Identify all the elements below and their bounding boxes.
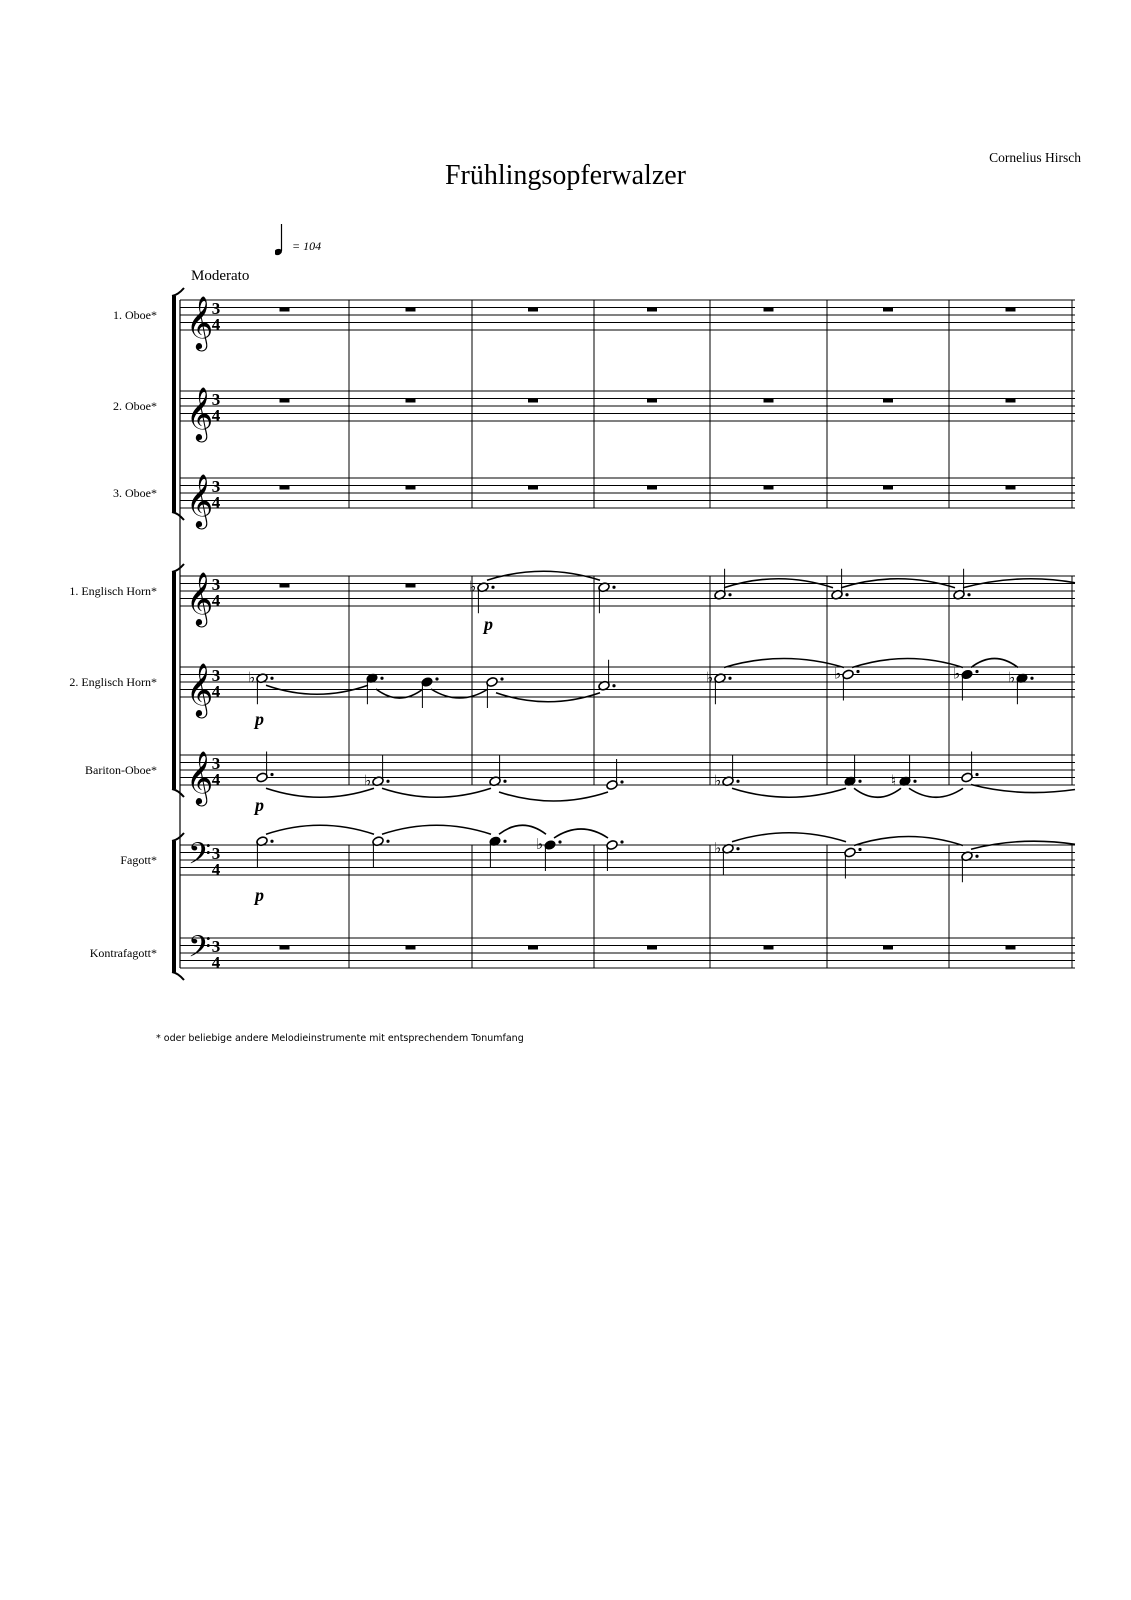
tie-slur bbox=[554, 829, 608, 838]
flat-icon: ♭ bbox=[953, 664, 961, 683]
augmentation-dot bbox=[975, 670, 978, 673]
dynamic-marking: p bbox=[255, 795, 264, 815]
whole-rest bbox=[764, 399, 774, 403]
tie-slur bbox=[854, 788, 901, 797]
augmentation-dot bbox=[503, 840, 506, 843]
whole-rest bbox=[764, 946, 774, 950]
augmentation-dot bbox=[858, 848, 861, 851]
instrument-label: 2. Englisch Horn* bbox=[69, 675, 157, 689]
augmentation-dot bbox=[500, 677, 503, 680]
bracket-hook bbox=[172, 288, 184, 296]
whole-rest bbox=[406, 946, 416, 950]
tempo-marking: = 104 bbox=[292, 239, 322, 253]
flat-icon: ♭ bbox=[248, 668, 256, 687]
flat-icon: ♭ bbox=[469, 577, 477, 596]
augmentation-dot bbox=[503, 780, 506, 783]
flat-icon: ♭ bbox=[364, 771, 372, 790]
time-signature-denominator: 4 bbox=[211, 406, 221, 425]
flat-icon: ♭ bbox=[834, 664, 842, 683]
bracket-hook bbox=[172, 833, 184, 841]
tie-slur bbox=[971, 659, 1018, 668]
time-signature-denominator: 4 bbox=[211, 860, 221, 879]
augmentation-dot bbox=[975, 855, 978, 858]
augmentation-dot bbox=[736, 780, 739, 783]
tie-slur bbox=[732, 833, 846, 842]
whole-rest bbox=[406, 399, 416, 403]
whole-rest bbox=[280, 946, 290, 950]
whole-rest bbox=[406, 308, 416, 312]
augmentation-dot bbox=[380, 677, 383, 680]
whole-rest bbox=[764, 308, 774, 312]
augmentation-dot bbox=[386, 780, 389, 783]
bass-clef-icon: 𝄢 bbox=[188, 837, 212, 879]
instrument-label: 3. Oboe* bbox=[113, 486, 157, 500]
whole-rest bbox=[1006, 946, 1016, 950]
group-bracket bbox=[172, 296, 176, 512]
whole-rest bbox=[528, 308, 538, 312]
time-signature-denominator: 4 bbox=[211, 591, 221, 610]
time-signature-denominator: 4 bbox=[211, 315, 221, 334]
whole-rest bbox=[883, 308, 893, 312]
whole-rest bbox=[406, 584, 416, 588]
instrument-label: 1. Oboe* bbox=[113, 308, 157, 322]
time-signature-numerator: 3 bbox=[211, 575, 221, 594]
tempo-text: Moderato bbox=[191, 268, 250, 284]
time-signature-numerator: 3 bbox=[211, 937, 221, 956]
whole-rest bbox=[280, 399, 290, 403]
instrument-label: Bariton-Oboe* bbox=[85, 763, 157, 777]
augmentation-dot bbox=[1030, 677, 1033, 680]
augmentation-dot bbox=[491, 586, 494, 589]
augmentation-dot bbox=[620, 780, 623, 783]
augmentation-dot bbox=[728, 677, 731, 680]
time-signature-numerator: 3 bbox=[211, 299, 221, 318]
bracket-hook bbox=[172, 564, 184, 572]
whole-rest bbox=[1006, 399, 1016, 403]
augmentation-dot bbox=[913, 780, 916, 783]
dynamic-marking: p bbox=[255, 709, 264, 729]
tie-slur bbox=[971, 785, 1075, 793]
time-signature-numerator: 3 bbox=[211, 390, 221, 409]
augmentation-dot bbox=[620, 840, 623, 843]
whole-rest bbox=[1006, 308, 1016, 312]
whole-rest bbox=[883, 946, 893, 950]
augmentation-dot bbox=[435, 677, 438, 680]
time-signature-denominator: 4 bbox=[211, 953, 221, 972]
augmentation-dot bbox=[558, 840, 561, 843]
whole-rest bbox=[647, 486, 657, 490]
treble-clef-icon: 𝄞 bbox=[186, 473, 214, 527]
tie-slur bbox=[852, 659, 963, 668]
instrument-label: 2. Oboe* bbox=[113, 399, 157, 413]
whole-rest bbox=[280, 308, 290, 312]
dynamic-marking: p bbox=[255, 885, 264, 905]
whole-rest bbox=[280, 584, 290, 588]
whole-rest bbox=[883, 486, 893, 490]
group-bracket bbox=[172, 572, 176, 789]
augmentation-dot bbox=[736, 847, 739, 850]
whole-rest bbox=[883, 399, 893, 403]
augmentation-dot bbox=[270, 677, 273, 680]
time-signature-denominator: 4 bbox=[211, 770, 221, 789]
natural-icon: ♮ bbox=[891, 771, 897, 790]
augmentation-dot bbox=[270, 773, 273, 776]
composer-name: Cornelius Hirsch bbox=[989, 150, 1081, 165]
augmentation-dot bbox=[386, 840, 389, 843]
time-signature-denominator: 4 bbox=[211, 493, 221, 512]
augmentation-dot bbox=[858, 780, 861, 783]
tie-slur bbox=[266, 788, 374, 797]
bracket-hook bbox=[172, 972, 184, 980]
whole-rest bbox=[1006, 486, 1016, 490]
score-title: Frühlingsopferwalzer bbox=[444, 160, 687, 191]
treble-clef-icon: 𝄞 bbox=[186, 750, 214, 804]
whole-rest bbox=[280, 486, 290, 490]
augmentation-dot bbox=[270, 840, 273, 843]
treble-clef-icon: 𝄞 bbox=[186, 295, 214, 349]
whole-rest bbox=[647, 399, 657, 403]
treble-clef-icon: 𝄞 bbox=[186, 662, 214, 716]
flat-icon: ♭ bbox=[1008, 668, 1016, 687]
augmentation-dot bbox=[856, 670, 859, 673]
treble-clef-icon: 𝄞 bbox=[186, 386, 214, 440]
whole-rest bbox=[647, 308, 657, 312]
bracket-hook bbox=[172, 512, 184, 520]
whole-rest bbox=[647, 946, 657, 950]
bass-clef-icon: 𝄢 bbox=[188, 930, 212, 972]
augmentation-dot bbox=[975, 773, 978, 776]
augmentation-dot bbox=[967, 593, 970, 596]
tie-slur bbox=[382, 788, 491, 797]
instrument-label: Kontrafagott* bbox=[89, 946, 157, 960]
flat-icon: ♭ bbox=[706, 668, 714, 687]
whole-rest bbox=[528, 486, 538, 490]
tie-slur bbox=[909, 788, 963, 797]
flat-icon: ♭ bbox=[536, 835, 544, 853]
group-bracket bbox=[172, 841, 176, 972]
footnote: * oder beliebige andere Melodieinstrumente mit entsprechendem Tonumfang bbox=[156, 1033, 524, 1044]
bracket-hook bbox=[172, 789, 184, 797]
flat-icon: ♭ bbox=[714, 771, 722, 790]
whole-rest bbox=[528, 399, 538, 403]
tie-slur bbox=[724, 659, 844, 668]
whole-rest bbox=[528, 946, 538, 950]
time-signature-numerator: 3 bbox=[211, 666, 221, 685]
treble-clef-icon: 𝄞 bbox=[186, 571, 214, 625]
instrument-label: 1. Englisch Horn* bbox=[69, 584, 157, 598]
tie-slur bbox=[732, 788, 846, 797]
dynamic-marking: p bbox=[484, 614, 493, 634]
whole-rest bbox=[406, 486, 416, 490]
flat-icon: ♭ bbox=[714, 838, 722, 857]
augmentation-dot bbox=[612, 684, 615, 687]
time-signature-numerator: 3 bbox=[211, 754, 221, 773]
whole-rest bbox=[764, 486, 774, 490]
augmentation-dot bbox=[728, 593, 731, 596]
tie-slur bbox=[499, 825, 546, 834]
tie-slur bbox=[854, 837, 963, 846]
tie-slur bbox=[266, 825, 374, 834]
tie-slur bbox=[499, 792, 608, 801]
time-signature-numerator: 3 bbox=[211, 477, 221, 496]
tie-slur bbox=[382, 825, 491, 834]
time-signature-denominator: 4 bbox=[211, 682, 221, 701]
augmentation-dot bbox=[612, 586, 615, 589]
time-signature-numerator: 3 bbox=[211, 844, 221, 863]
instrument-label: Fagott* bbox=[120, 853, 157, 867]
augmentation-dot bbox=[845, 593, 848, 596]
